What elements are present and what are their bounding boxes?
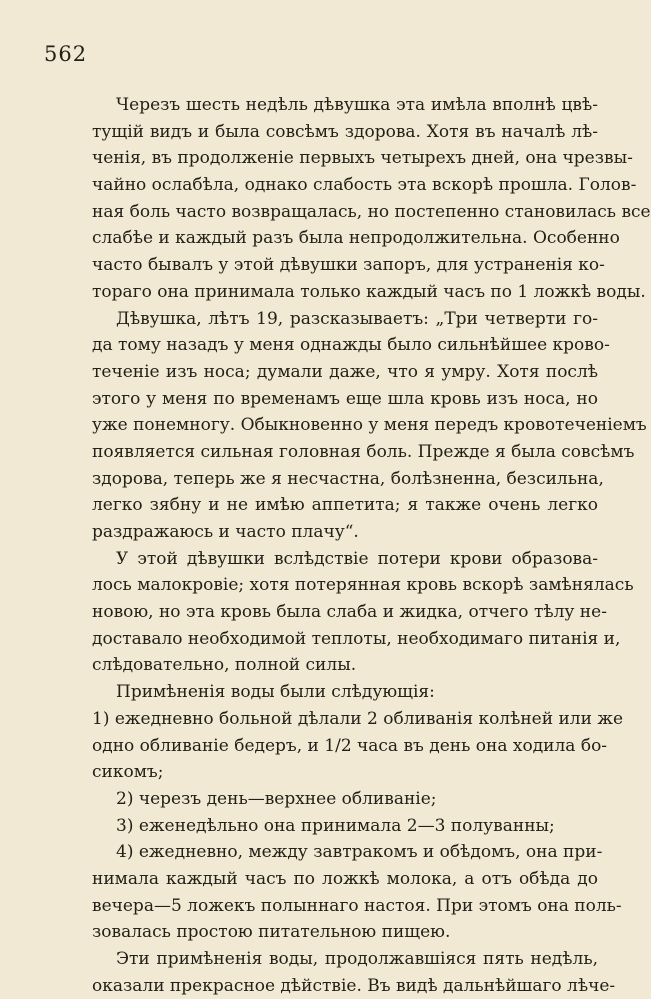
text-line: 3) еженедѣльно она принимала 2—3 полуванны; [116, 815, 555, 836]
text-line: теченіе изъ носа; думали даже, что я умру. Хотя послѣ [92, 361, 598, 382]
text-line: вечера—5 ложекъ полыннаго настоя. При этомъ она поль- [92, 895, 622, 916]
text-line: 1) ежедневно больной дѣлали 2 обливанія колѣней или же [92, 708, 624, 729]
text-line: ченія, въ продолженіе первыхъ четырехъ дней, она чрезвы- [92, 148, 633, 169]
text-line: лось малокровіе; хотя потерянная кровь вскорѣ замѣнялась [92, 575, 634, 596]
text-line: сикомъ; [92, 762, 164, 783]
text-line: новою, но эта кровь была слаба и жидка, отчего тѣлу не- [92, 602, 607, 623]
text-line: этого у меня по временамъ еще шла кровь изъ носа, но [92, 388, 598, 409]
text-line: уже понемногу. Обыкновенно у меня передъ кровотеченіемъ [92, 415, 647, 436]
text-line: появляется сильная головная боль. Прежде я была совсѣмъ [92, 441, 635, 462]
text-line: Примѣненія воды были слѣдующія: [116, 682, 435, 703]
text-line: слѣдовательно, полной силы. [92, 655, 357, 676]
text-line: оказали прекрасное дѣйствіе. Въ видѣ дальнѣйшаго лѣче- [92, 975, 616, 996]
text-line: нимала каждый часъ по ложкѣ молока, а отъ обѣда до [92, 868, 598, 889]
text-line: доставало необходимой теплоты, необходимаго питанія и, [92, 628, 621, 649]
text-line: ная боль часто возвращалась, но постепенно становилась все [92, 201, 651, 222]
page-number: 562 [44, 42, 88, 66]
text-line: Дѣвушка, лѣтъ 19, разсказываетъ: „Три четверти го- [116, 308, 598, 329]
text-line: 2) черезъ день—верхнее обливаніе; [116, 788, 437, 809]
text-line: часто бывалъ у этой дѣвушки запоръ, для устраненія ко- [92, 255, 605, 276]
text-line: легко зябну и не имѣю аппетита; я также очень легко [92, 495, 598, 516]
text-line: одно обливаніе бедеръ, и 1/2 часа въ день она ходила бо- [92, 735, 608, 756]
text-line: раздражаюсь и часто плачу“. [92, 522, 359, 542]
text-line: зовалась простою питательною пищею. [92, 922, 451, 943]
text-line: да тому назадъ у меня однажды было сильнѣйшее крово- [92, 335, 610, 356]
text-line: 4) ежедневно, между завтракомъ и обѣдомъ, она при- [116, 842, 603, 863]
text-line: У этой дѣвушки вслѣдствіе потери крови образова- [116, 548, 598, 569]
text-line: тущій видъ и была совсѣмъ здорова. Хотя въ началѣ лѣ- [92, 121, 598, 142]
text-line: здорова, теперь же я несчастна, болѣзненна, безсильна, [92, 468, 604, 489]
body-text [92, 92, 651, 999]
text-line: чайно ослабѣла, однако слабость эта вскорѣ прошла. Голов- [92, 175, 637, 196]
text-line: тораго она принимала только каждый часъ по 1 ложкѣ воды. [92, 281, 646, 302]
text-line: Эти примѣненія воды, продолжавшіяся пять недѣль, [116, 949, 598, 969]
text-line: слабѣе и каждый разъ была непродолжительна. Особенно [92, 228, 620, 249]
text-line: Черезъ шесть недѣль дѣвушка эта имѣла вполнѣ цвѣ- [116, 95, 598, 115]
